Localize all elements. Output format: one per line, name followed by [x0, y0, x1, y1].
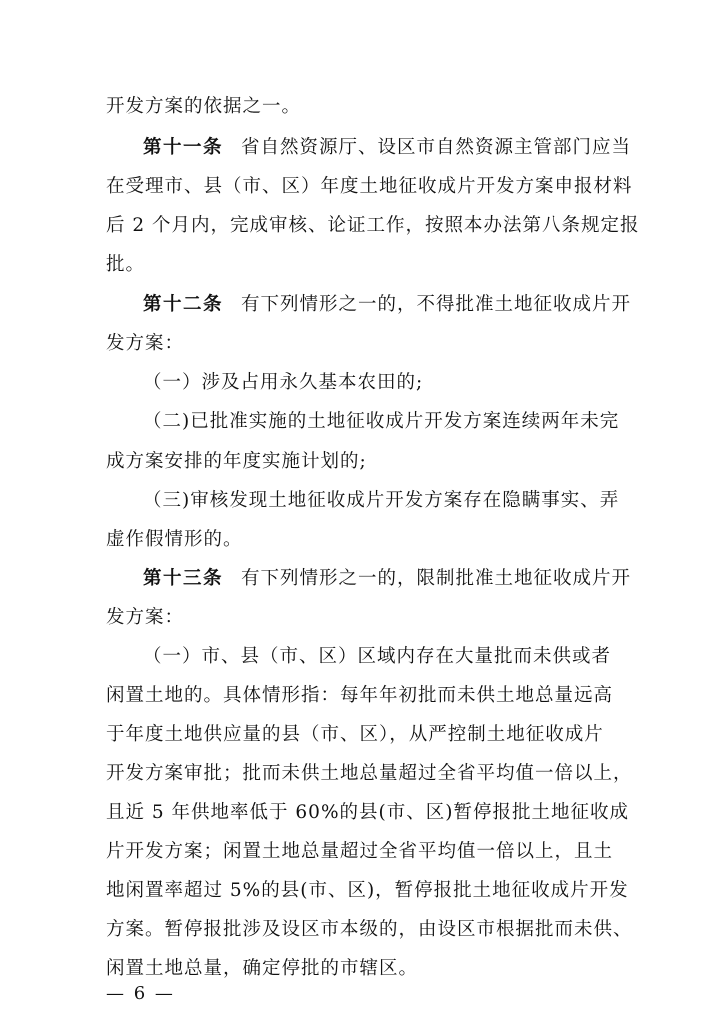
page-number: — 6 — — [106, 983, 175, 1004]
article-12-heading: 第十二条 — [143, 294, 224, 315]
text-line: 片开发方案；闲置土地总量超过全省平均值一倍以上，且土 — [106, 841, 614, 862]
article-13-heading: 第十三条 — [143, 568, 224, 589]
text-line: 开发方案的依据之一。 — [106, 96, 302, 117]
article-13-paragraph-start — [143, 567, 632, 591]
text-line: 虚作假情形的。 — [106, 529, 243, 550]
article-11-heading: 第十一条 — [143, 137, 224, 158]
text-line: 闲置土地的。具体情形指：每年年初批而未供土地总量远高 — [106, 685, 614, 706]
text-line: 发方案： — [106, 607, 185, 628]
article-11-text: 省自然资源厅、设区市自然资源主管部门应当 — [241, 137, 632, 158]
text-line: 后 2 个月内，完成审核、论证工作，按照本办法第八条规定报 — [106, 215, 640, 236]
text-line: 开发方案审批；批而未供土地总量超过全省平均值一倍以上， — [106, 763, 633, 784]
text-line: 方案。暂停报批涉及设区市本级的，由设区市根据批而未供、 — [106, 919, 633, 940]
text-line: 且近 5 年供地率低于 60%的县(市、区)暂停报批土地征收成 — [106, 802, 629, 823]
text-line: 发方案： — [106, 333, 185, 354]
text-line: （二)已批准实施的土地征收成片开发方案连续两年未完 — [143, 411, 620, 432]
text-line: 地闲置率超过 5%的县(市、区)，暂停报批土地征收成片开发 — [106, 880, 629, 901]
text-line: （三)审核发现土地征收成片开发方案存在隐瞒事实、弄 — [143, 490, 620, 511]
text-line: 闲置土地总量，确定停批的市辖区。 — [106, 958, 419, 979]
text-line: （一）市、县（市、区）区域内存在大量批而未供或者 — [143, 646, 612, 667]
article-11-paragraph-start — [143, 136, 632, 160]
article-12-paragraph-start — [143, 293, 632, 317]
text-line: 批。 — [106, 254, 146, 275]
article-13-text: 有下列情形之一的，限制批准土地征收成片开 — [241, 568, 632, 589]
text-line: 在受理市、县（市、区）年度土地征收成片开发方案申报材料 — [106, 176, 633, 197]
text-line: 成方案安排的年度实施计划的; — [106, 451, 367, 472]
text-line: （一）涉及占用永久基本农田的; — [143, 372, 424, 393]
text-line: 于年度土地供应量的县（市、区），从严控制土地征收成片 — [106, 724, 604, 745]
article-12-text: 有下列情形之一的，不得批准土地征收成片开 — [241, 294, 632, 315]
